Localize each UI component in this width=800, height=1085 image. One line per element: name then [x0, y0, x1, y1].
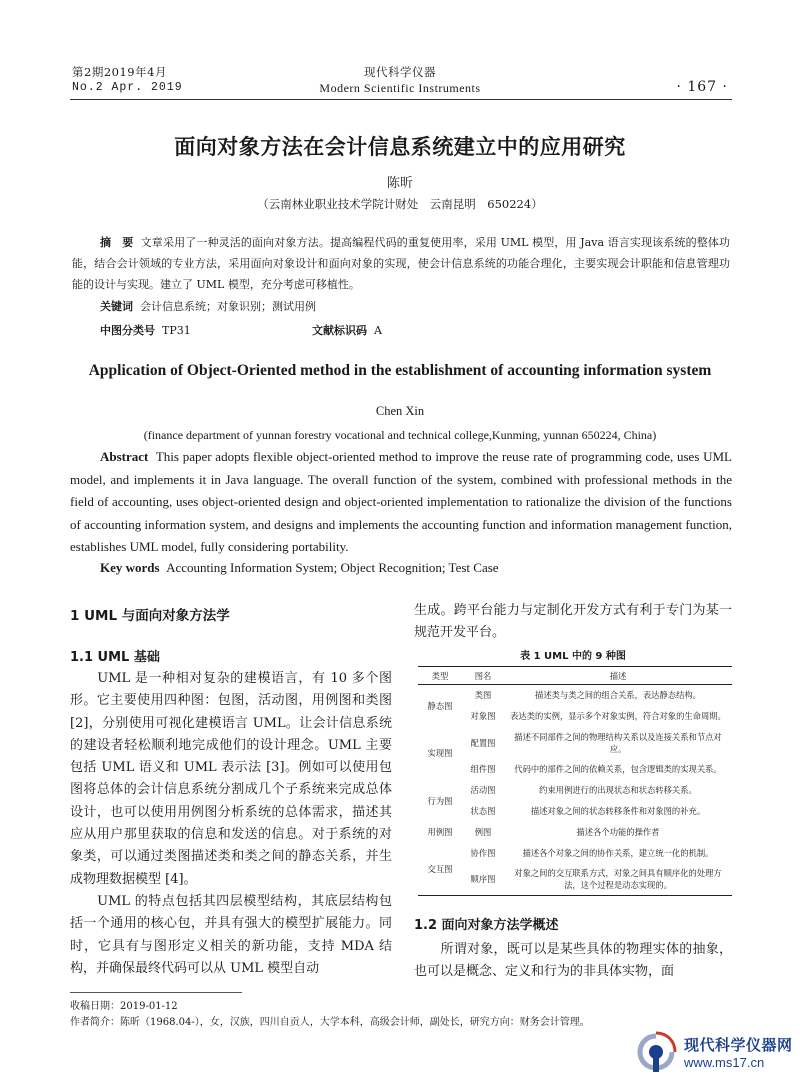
table-body: [418, 685, 732, 896]
table-cell-name: 类图: [474, 690, 492, 701]
section-1-title: 1 UML 与面向对象方法学: [70, 608, 230, 624]
footnote-rule: [70, 992, 242, 993]
keywords-en: [100, 557, 499, 580]
table-cell-description: 描述类与类之间的组合关系，表达静态结构。: [535, 690, 701, 701]
table-cell-name: 组件图: [470, 764, 496, 774]
table-cell-description: 表达类的实例，显示多个对象实例，符合对象的生命周期。: [510, 711, 726, 721]
paragraph-right-top: 生成。跨平台能力与定制化开发方式有利于专门为某一规范开发平台。: [414, 603, 732, 641]
keywords-cn: [100, 296, 316, 317]
table-cell-type: 静态图: [427, 700, 453, 711]
table-cell-description: 约束用例进行的出现状态和状态转移关系。: [539, 785, 697, 795]
issue-cn: 第2期2019年4月: [72, 65, 167, 79]
table-cell-name: 协作图: [470, 848, 496, 858]
author-cn: 陈昕: [386, 176, 413, 191]
header-rule: [70, 99, 732, 100]
table-caption: 表 1 UML 中的 9 种图: [520, 651, 626, 662]
uml-diagram-table: [418, 666, 732, 896]
journal-en: Modern Scientific Instruments: [319, 81, 481, 95]
doc-code-value: A: [374, 324, 382, 337]
table-cell-name: 状态图: [470, 806, 496, 816]
table-row: [418, 727, 732, 759]
clc-value: TP31: [162, 324, 191, 337]
table-cell-name: 例图: [474, 827, 492, 837]
table-cell-description: 对象之间的交互联系方式，对象之间具有顺序化的处理方法，这个过程是动态实现的。: [514, 868, 722, 891]
table-header-cell: 描述: [609, 670, 627, 681]
table-row: [418, 801, 732, 822]
issue-en: No.2 Apr. 2019: [72, 81, 183, 94]
footnote-received: 收稿日期：2019-01-12: [70, 1001, 178, 1012]
table-cell-name: 对象图: [470, 711, 496, 721]
table-cell-type: 实现图: [427, 748, 453, 758]
table-row: [418, 780, 732, 801]
abstract-en-label: Abstract: [100, 449, 149, 464]
watermark-logo-icon: [634, 1030, 678, 1074]
abstract-cn: [72, 232, 730, 295]
watermark-url: www.ms17.cn: [684, 1055, 765, 1070]
table-cell-type: 行为图: [427, 795, 453, 806]
paragraph-uml-basics: UML 是一种相对复杂的建模语言，有 10 多个图形。它主要使用四种图：包图，活动图，用例图和类图 [2]，分别使用可视化建模语言 UML。让会计信息系统的建设者轻松顺利地完成他们的设计理念。UML 主要包括 UML 语义和 UML 表示法 [3]。例如可以使用包图将总体的会计信息系统分割成几个子系统来完成总体设计，也可以使用用例图分析系统的总体需求，描述其应从用户那里获取的信息和发送的信息。对于系统的对象类，可以通过类图描述类和类之间的静态关系，并生成物理数据模型 [4]。: [70, 671, 392, 887]
table-header-row: [418, 667, 732, 685]
table-cell-description: 描述各个对象之间的协作关系，建立统一化的机制。: [522, 848, 714, 858]
footnote-author: 作者简介：陈昕（1968.04-），女，汉族，四川自贡人，大学本科，高级会计师，副处长，研究方向：财务会计管理。: [70, 1017, 590, 1028]
doc-code-label: 文献标识码: [312, 324, 367, 337]
keywords-cn-label: 关键词: [100, 300, 133, 313]
clc-label: 中图分类号: [100, 324, 155, 337]
table-cell-description: 描述不同部件之间的物理结构关系以及连接关系和节点对应。: [514, 731, 722, 754]
journal-cn: 现代科学仪器: [364, 65, 436, 79]
title-en: Application of Object-Oriented method in the establishment of accounting information system: [88, 362, 712, 379]
table-header-cell: 图名: [474, 670, 492, 681]
section-1-1-title: 1.1 UML 基础: [70, 650, 160, 665]
table-cell-name: 顺序图: [470, 874, 496, 885]
paragraph-uml-features: UML 的特点包括其四层模型结构，其底层结构包括一个通用的核心包，并具有强大的模型扩展能力。同时，它具有与图形定义相关的新功能，支持 MDA 结构，并确保最终代码可以从 UML 模型自动: [70, 894, 392, 976]
table-row: [418, 706, 732, 727]
watermark-text: 现代科学仪器网: [684, 1036, 793, 1054]
table-row: [418, 685, 732, 706]
table-cell-description: 描述各个功能的操作者: [576, 827, 660, 837]
table-row: [418, 759, 732, 780]
table-cell-type: 交互图: [427, 863, 453, 874]
doc-code-line: [312, 320, 382, 341]
table-cell-description: 描述对象之间的状态转移条件和对象图的补充。: [530, 806, 706, 816]
table-cell-name: 活动图: [470, 785, 496, 795]
section-1-2-title: 1.2 面向对象方法学概述: [414, 918, 559, 933]
keywords-en-label: Key words: [100, 560, 160, 575]
table-row: [418, 843, 732, 864]
keywords-en-text: Accounting Information System; Object Recognition; Test Case: [166, 560, 499, 575]
author-en: Chen Xin: [375, 404, 425, 418]
table-cell-description: 代码中的部件之间的依赖关系，包含逻辑类的实现关系。: [514, 764, 722, 774]
paragraph-oo-overview: 所谓对象，既可以是某些具体的物理实体的抽象，也可以是概念、定义和行为的非具体实物，面: [414, 942, 732, 980]
abstract-cn-text: 文章采用了一种灵活的面向对象方法。提高编程代码的重复使用率，采用 UML 模型，用 Java 语言实现该系统的整体功能，结合会计领域的专业方法，采用面向对象设计和面向对象的实现，使会计信息系统的功能合理化，主要实现会计职能和信息管理功能的设计与实现。建立了 UML 模型，充分考虑可移植性。: [72, 236, 730, 291]
affiliation-en: (finance department of yunnan forestry vocational and technical college,Kunming, yunnan 650224, China): [143, 428, 657, 442]
title-cn: 面向对象方法在会计信息系统建立中的应用研究: [174, 134, 626, 159]
table-cell-name: 配置图: [470, 737, 496, 748]
keywords-cn-text: 会计信息系统；对象识别；测试用例: [140, 300, 316, 313]
table-header-cell: 类型: [431, 670, 449, 681]
table-row: [418, 822, 732, 843]
abstract-en-text: This paper adopts flexible object-oriented method to improve the reuse rate of programming code, uses UML model, and implements it in Java language. The overall function of the system, combined with professional methods in the field of accounting, uses object-oriented design and object-oriented implementation to rationalize the division of the functions of accounting information system, and designs and implements the accounting function and information management function, establishes UML model, fully considering portability.: [70, 449, 732, 555]
abstract-cn-label: 摘 要: [100, 236, 134, 249]
table-cell-type: 用例图: [427, 827, 453, 837]
table-row: [418, 864, 732, 896]
abstract-en: [70, 446, 732, 559]
page-number: · 167 ·: [676, 79, 728, 95]
clc-line: [100, 320, 191, 341]
affiliation-cn: （云南林业职业技术学院计财处 云南昆明 650224）: [257, 197, 543, 211]
